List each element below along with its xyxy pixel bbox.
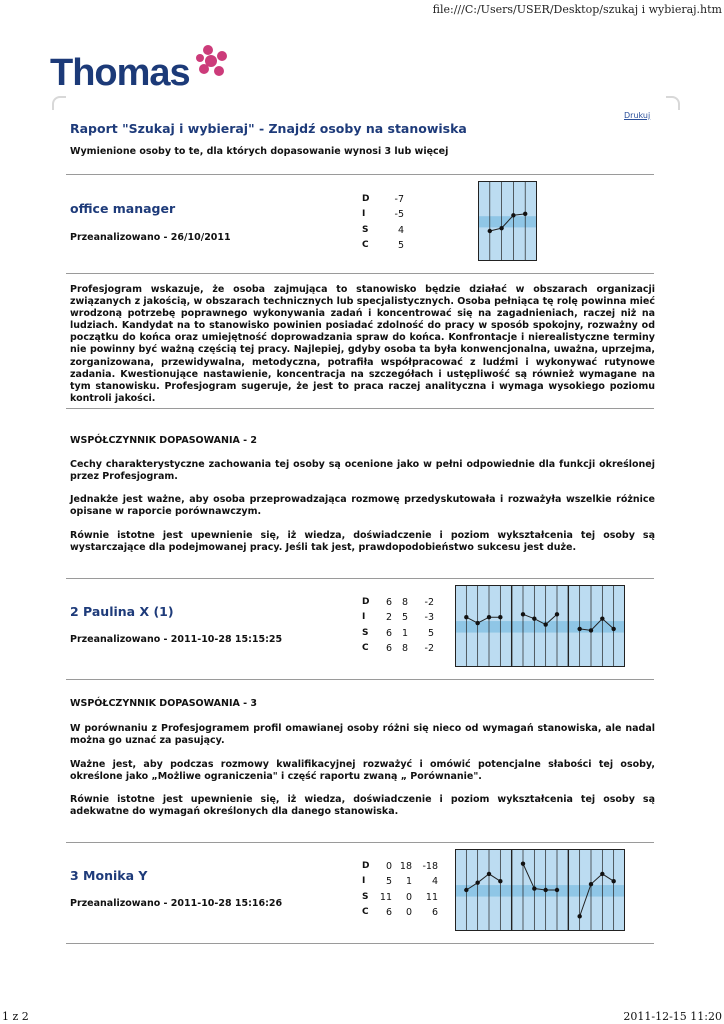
disc-value: -2 <box>424 597 434 608</box>
data-point <box>511 213 515 217</box>
disc-value: 0 <box>405 891 412 903</box>
disc-value: 5 <box>397 239 404 251</box>
disc-value: 1 <box>401 627 408 639</box>
disc-value: -2 <box>424 642 434 654</box>
data-point <box>523 212 527 216</box>
divider <box>66 679 654 680</box>
data-point <box>577 627 581 631</box>
data-point <box>600 616 604 620</box>
disc-label-s: S <box>362 224 369 235</box>
disc-label-s: S <box>362 891 369 902</box>
disc-value: 0 <box>385 861 392 872</box>
data-point <box>475 880 479 884</box>
disc-value: 2 <box>385 612 392 624</box>
frame-corner-left <box>52 96 66 110</box>
page-url: file:///C:/Users/USER/Desktop/szukaj i wybieraj.htm <box>432 3 722 16</box>
disc-value: 6 <box>385 597 392 608</box>
data-point <box>499 226 503 230</box>
data-point <box>475 621 479 625</box>
data-point <box>488 229 492 233</box>
data-point <box>532 616 536 620</box>
disc-value: 4 <box>397 224 404 236</box>
disc-label-d: D <box>362 597 370 607</box>
data-point <box>589 882 593 886</box>
disc-value: 4 <box>431 876 438 888</box>
disc-label-c: C <box>362 239 369 250</box>
job-description: Profesjogram wskazuje, że osoba zajmująca to stanowisko będzie działać w obszarach organizacji związanych z jakością, w obszarach technicznych lub specjalistycznych. Osoba pełniąca tę rolę powinna mieć wrodzoną potrzebę poprawnego wykonywania zadań i koncentrować się na zagadnieniach, raczej niż na ludziach. Kandydat na to stanowisko powinien posiadać zdolność do pracy w sposób spokojny, rozważny od początku do końca oraz umiejętność doprowadzania spraw do końca. Konfrontacje i nierealistyczne terminy nie powinny być ważną częścią tej pracy. Najlepiej, gdyby osoba ta była konwencjonalna, uważna, uprzejma, zorganizowana, przewidywalna, metodyczna, potrafiła współpracować z ludźmi i wykonywać rutynowe zadania. Kwestionujące nastawienie, koncentracja na szczegółach i ustępliwość są również wymagane na tym stanowisku. Profesjogram sugeruje, że jest to praca raczej analityczna i wymaga wysokiego poziomu kontroli jakości. <box>70 284 655 404</box>
fit3-paragraph: W porównaniu z Profesjogramem profil omawianej osoby różni się nieco od wymagań stanowiska, ale nadal można go uznać za pasujący. <box>70 723 655 747</box>
fit3-paragraph: Równie istotne jest upewnienie się, iż wiedza, doświadczenie i poziom wykształcenia tej osoby są adekwatne do wymagań określonych dla danego stanowiska. <box>70 794 655 818</box>
disc-value: -3 <box>424 612 434 624</box>
disc-label-i: I <box>362 612 366 623</box>
candidate2-disc-graph <box>455 849 625 931</box>
frame-corner-right <box>666 96 680 110</box>
fit2-paragraph: Cechy charakterystyczne zachowania tej osoby są ocenione jako w pełni odpowiednie dla funkcji określonej przez Profesjogram. <box>70 459 655 483</box>
print-link[interactable]: Drukuj <box>624 111 651 120</box>
candidate2-disc-table <box>362 859 438 920</box>
data-point <box>577 914 581 918</box>
disc-label-c: C <box>362 906 369 917</box>
disc-value: 11 <box>425 891 438 903</box>
data-point <box>600 872 604 876</box>
candidate1-disc-graph <box>455 585 625 667</box>
disc-label-i: I <box>362 876 366 887</box>
logo-flower-icon <box>192 44 232 80</box>
candidate1-disc-table <box>362 595 434 656</box>
data-point <box>611 627 615 631</box>
data-point <box>521 861 525 865</box>
data-point <box>498 879 502 883</box>
data-point <box>543 888 547 892</box>
data-point <box>498 615 502 619</box>
job-disc-table <box>362 192 410 253</box>
fit3-paragraph: Ważne jest, aby podczas rozmowy kwalifikacyjnej rozważyć i omówić potencjalne słabości tej osoby, określone jako „Możliwe ograniczenia" i część raportu zwaną „ Porównanie". <box>70 759 655 783</box>
page-counter: 1 z 2 <box>2 1010 29 1023</box>
data-point <box>487 615 491 619</box>
divider <box>66 578 654 579</box>
disc-value: -5 <box>394 209 404 221</box>
job-title: office manager <box>70 201 176 216</box>
data-point <box>543 622 547 626</box>
print-timestamp: 2011-12-15 11:20 <box>623 1010 722 1023</box>
disc-label-d: D <box>362 194 370 204</box>
data-point <box>521 612 525 616</box>
disc-value: 6 <box>385 906 392 918</box>
job-disc-graph <box>478 181 537 261</box>
disc-label-s: S <box>362 627 369 638</box>
candidate-analysed-date: Przeanalizowano - 2011-10-28 15:15:25 <box>70 634 283 645</box>
disc-value: 5 <box>385 876 392 888</box>
fit2-paragraph: Jednakże jest ważne, aby osoba przeprowadzająca rozmowę przedyskutowała i rozważyła wszelkie różnice opisane w raporcie porównawczym. <box>70 494 655 518</box>
candidate-name: 2 Paulina X (1) <box>70 604 174 619</box>
fit2-paragraph: Równie istotne jest upewnienie się, iż wiedza, doświadczenie i poziom wykształcenia tej osoby są wystarczające dla podejmowanej pracy. Jeśli tak jest, prawdopodobieństwo sukcesu jest duże. <box>70 530 655 554</box>
disc-value: 11 <box>379 891 392 903</box>
disc-value: -18 <box>422 861 438 872</box>
disc-value: 5 <box>401 612 408 624</box>
divider <box>66 273 654 274</box>
divider <box>66 943 654 944</box>
fit-heading-3: WSPÓŁCZYNNIK DOPASOWANIA - 3 <box>70 698 258 709</box>
candidate-name: 3 Monika Y <box>70 868 148 883</box>
fit-heading-2: WSPÓŁCZYNNIK DOPASOWANIA - 2 <box>70 435 258 446</box>
disc-value: 0 <box>405 906 412 918</box>
data-point <box>464 888 468 892</box>
report-title: Raport "Szukaj i wybieraj" - Znajdź osoby na stanowiska <box>70 121 467 136</box>
thomas-logo <box>50 52 230 102</box>
disc-value: 8 <box>401 597 408 608</box>
disc-value: 8 <box>401 642 408 654</box>
report-subtitle: Wymienione osoby to te, dla których dopasowanie wynosi 3 lub więcej <box>70 146 449 157</box>
divider <box>66 408 654 409</box>
data-point <box>464 615 468 619</box>
data-point <box>589 628 593 632</box>
disc-value: 6 <box>385 627 392 639</box>
disc-value: 18 <box>399 861 412 872</box>
data-point <box>555 888 559 892</box>
data-point <box>555 612 559 616</box>
divider <box>66 842 654 843</box>
disc-label-c: C <box>362 642 369 653</box>
data-point <box>611 879 615 883</box>
disc-label-d: D <box>362 861 370 871</box>
divider <box>66 174 654 175</box>
disc-label-i: I <box>362 209 366 220</box>
job-analysed-date: Przeanalizowano - 26/10/2011 <box>70 232 231 243</box>
data-point <box>487 872 491 876</box>
disc-value: 1 <box>405 876 412 888</box>
logo-text: Thomas <box>50 52 190 94</box>
disc-value: 6 <box>431 906 438 918</box>
candidate-analysed-date: Przeanalizowano - 2011-10-28 15:16:26 <box>70 898 283 909</box>
data-point <box>532 886 536 890</box>
disc-value: 6 <box>385 642 392 654</box>
graph-mid-band <box>456 885 624 896</box>
disc-value: -7 <box>394 194 404 205</box>
disc-value: 5 <box>427 627 434 639</box>
